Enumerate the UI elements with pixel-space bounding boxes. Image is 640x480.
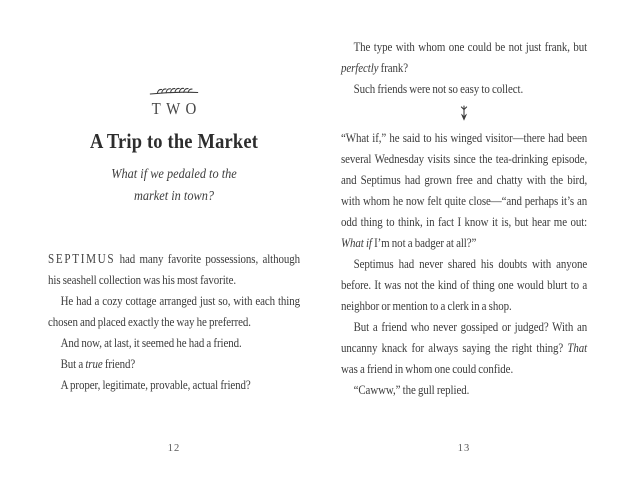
paragraph: [48, 248, 300, 290]
paragraph: [341, 253, 587, 316]
text-segment: I’m not a badger at all?”: [371, 235, 477, 250]
text-segment: had many favorite possessions, although his seashell collection was his most favorite.: [48, 251, 300, 287]
paragraph: [341, 316, 587, 379]
text-segment: And now, at last, it seemed he had a friend.: [60, 335, 242, 350]
page-left: [48, 0, 300, 480]
text-segment: SEPTIMUS: [48, 251, 116, 266]
text-segment: He had a cozy cottage arranged just so, with each thing chosen and placed exactly the way he preferred.: [48, 293, 300, 329]
text-segment: But a: [60, 356, 86, 371]
text-segment: Septimus had never shared his doubts with anyone before. It was not the kind of thing one would blurt to a neighbor or mention to a clerk in a shop.: [341, 256, 588, 313]
text-segment: “What if,” he said to his winged visitor—there had been several Wednesday visits since the tea-drinking episode, and Septimus had grown free and chatty with the bird, with whom he now felt quite close—“and perhaps it’s an odd thing to think, in fact I know it is, but hear me out:: [341, 130, 588, 229]
epigraph-line-1: What if we pedaled to the: [111, 167, 237, 182]
text-segment: Such friends were not so easy to collect.: [353, 81, 524, 96]
right-page-body-bottom: [341, 127, 587, 400]
paragraph: [341, 379, 587, 400]
feather-rule-icon: [63, 84, 285, 96]
text-segment: A proper, legitimate, provable, actual friend?: [60, 377, 251, 392]
page-right: [341, 0, 587, 480]
paragraph: [341, 36, 587, 78]
text-segment: What if: [341, 235, 372, 250]
chapter-epigraph: [63, 164, 285, 208]
text-segment: true: [85, 356, 103, 371]
text-segment: perfectly: [341, 60, 379, 75]
paragraph: [48, 290, 300, 332]
text-segment: was a friend in whom one could confide.: [341, 361, 514, 376]
feather-down-icon: [458, 104, 470, 122]
paragraph: [48, 374, 300, 395]
chapter-header: [63, 0, 285, 208]
paragraph: [341, 127, 587, 253]
page-number-left: 12: [167, 443, 181, 454]
epigraph-line-2: market in town?: [133, 189, 215, 204]
paragraph: [48, 332, 300, 353]
right-page-body-top: [341, 36, 587, 99]
chapter-number: TWO: [151, 99, 202, 118]
text-segment: But a friend who never gossiped or judged? With an uncanny knack for always saying the right thing?: [341, 319, 588, 355]
text-segment: That: [567, 340, 588, 355]
text-segment: friend?: [102, 356, 136, 371]
text-segment: The type with whom one could be not just frank, but: [353, 39, 588, 54]
text-segment: “Cawww,” the gull replied.: [353, 382, 470, 397]
paragraph: [341, 78, 587, 99]
paragraph: [48, 353, 300, 374]
chapter-title: A Trip to the Market: [89, 129, 259, 153]
text-segment: frank?: [378, 60, 409, 75]
left-page-body: [48, 248, 300, 395]
page-number-right: 13: [457, 443, 471, 454]
